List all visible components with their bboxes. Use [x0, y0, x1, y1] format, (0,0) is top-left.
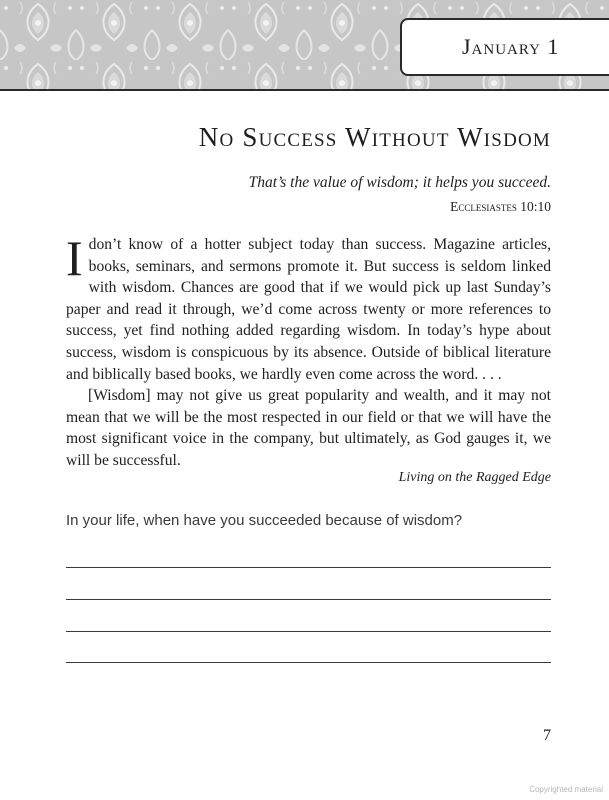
- date-label: January 1: [462, 34, 560, 59]
- writing-line[interactable]: [66, 599, 551, 600]
- epigraph-quote: That’s the value of wisdom; it helps you succeed.: [248, 174, 551, 191]
- entry-title: No Success Without Wisdom: [198, 122, 551, 152]
- paragraph-1-text: don’t know of a hotter subject today than success. Magazine articles, books, seminars, and sermons promote it. But success is seldom linked with wisdom. Chances are good that if we would pick up last Sunday’s paper and read it through, we’d come across twenty or more references to success, yet find nothing added regarding wisdom. In today’s hype about success, wisdom is conspicuous by its absence. Outside of biblical literature and biblically based books, we hardly even come across the word. . . .: [66, 236, 551, 383]
- copyright-watermark: Copyrighted material: [529, 785, 603, 794]
- paragraph-1: [66, 230, 551, 385]
- writing-line[interactable]: [66, 567, 551, 568]
- scripture-reference: Ecclesiastes 10:10: [450, 199, 551, 214]
- page-number: 7: [543, 727, 551, 744]
- source-citation: Living on the Ragged Edge: [398, 470, 551, 485]
- devotional-body: [66, 230, 551, 472]
- journal-question: In your life, when have you succeeded because of wisdom?: [66, 512, 463, 529]
- writing-line[interactable]: [66, 631, 551, 632]
- header-rule: [0, 89, 609, 91]
- paragraph-2: [Wisdom] may not give us great popularity and wealth, and it may not mean that we will be the most respected in our field or that we will have the most significant voice in the company, but ultimately, as God gauges it, we will be successful.: [66, 387, 551, 469]
- drop-cap: I: [66, 230, 83, 286]
- ornamental-header-banner: [0, 0, 609, 89]
- date-tab: [400, 18, 609, 76]
- writing-line[interactable]: [66, 662, 551, 663]
